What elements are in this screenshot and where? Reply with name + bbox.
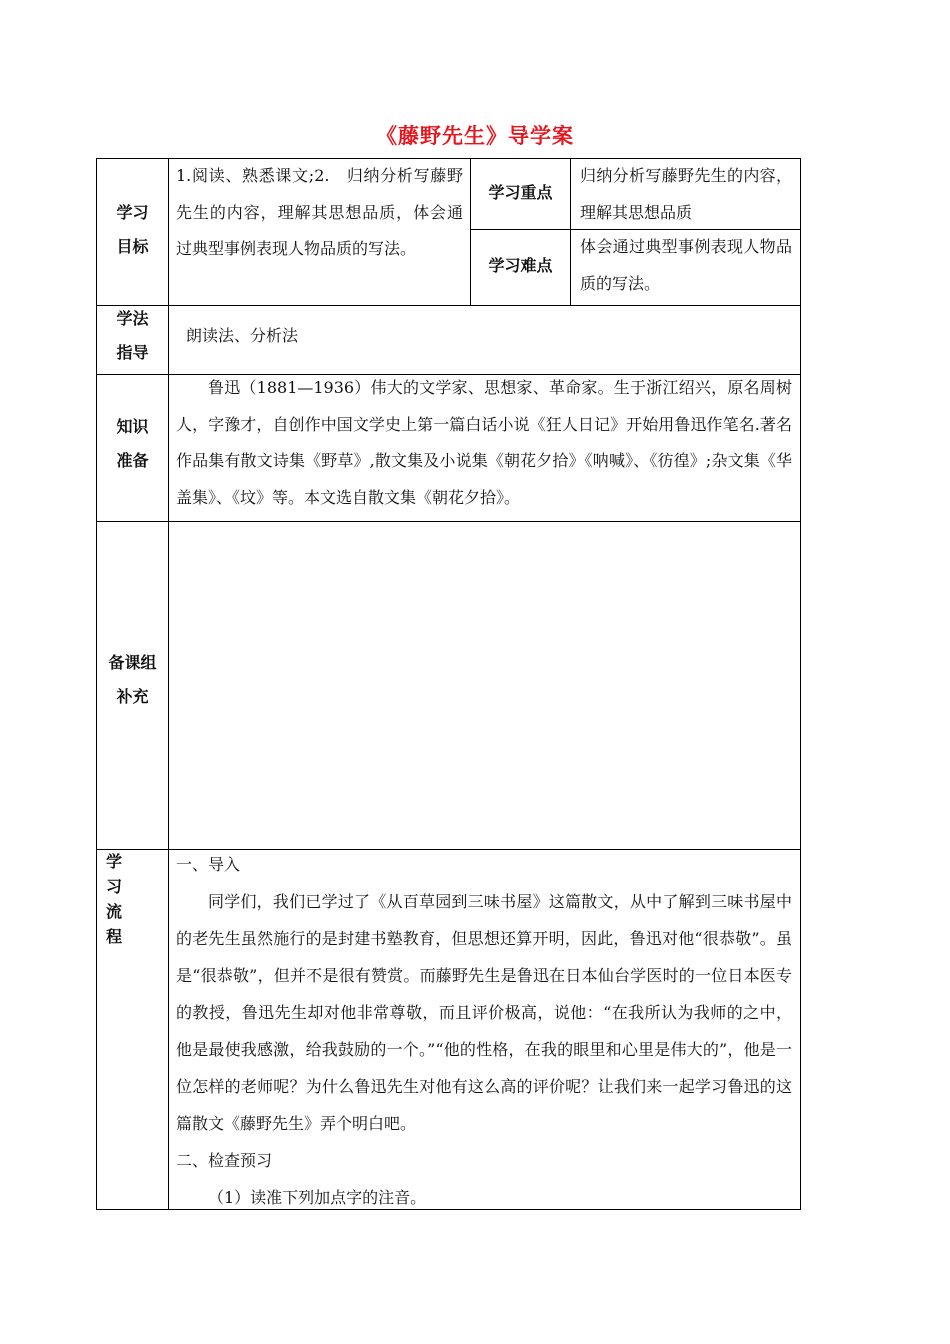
process-label-char: 流 bbox=[105, 902, 122, 921]
method-label-line2: 指导 bbox=[116, 343, 149, 362]
table-border-right bbox=[800, 158, 801, 1210]
method-label-line1: 学法 bbox=[116, 309, 149, 328]
method-content: 朗读法、分析法 bbox=[186, 326, 299, 345]
page-title: 《藤野先生》导学案 bbox=[376, 124, 574, 148]
goals-label-line1: 学习 bbox=[116, 203, 149, 222]
section-heading-intro: 一、导入 bbox=[176, 855, 241, 874]
preview-item-1: （1）读准下列加点字的注音。 bbox=[208, 1188, 427, 1207]
goals-content: 1.阅读、熟悉课文;2. 归纳分析写藤野先生的内容，理解其思想品质，体会通过典型事例表现人物品质的写法。 bbox=[176, 166, 463, 258]
process-label-char: 程 bbox=[105, 927, 122, 946]
supplement-label-line1: 备课组 bbox=[108, 653, 157, 672]
knowledge-label bbox=[97, 410, 168, 478]
key-points-label: 学习重点 bbox=[488, 183, 553, 202]
method-label bbox=[97, 302, 168, 370]
difficulty-label: 学习难点 bbox=[488, 256, 553, 275]
intro-paragraph: 同学们，我们已学过了《从百草园到三味书屋》这篇散文，从中了解到三味书屋中的老先生虽然施行的是封建书塾教育，但思想还算开明，因此，鲁迅对他“很恭敬”。虽是“很恭敬”，但并不是很有赞赏。而藤野先生是鲁迅在日本仙台学医时的一位日本医专的教授，鲁迅先生却对他非常尊敬，而且评价极高，说他：“在我所认为我师的之中，他是最使我感激，给我鼓励的一个。”“他的性格，在我的眼里和心里是伟大的”，他是一位怎样的老师呢？为什么鲁迅先生对他有这么高的评价呢？让我们来一起学习鲁迅的这篇散文《藤野先生》弄个明白吧。 bbox=[176, 892, 792, 1133]
label-column-divider bbox=[168, 158, 169, 1210]
goals-label bbox=[97, 196, 168, 264]
supplement-label-line2: 补充 bbox=[116, 687, 149, 706]
goals-subcol-divider-2 bbox=[570, 158, 571, 306]
process-label bbox=[97, 849, 131, 949]
row-divider-knowledge bbox=[96, 521, 801, 522]
supplement-label bbox=[97, 646, 168, 714]
process-content bbox=[176, 846, 792, 1216]
row-divider-goals bbox=[96, 305, 801, 306]
process-label-char: 习 bbox=[105, 877, 122, 896]
process-label-char: 学 bbox=[105, 852, 122, 871]
key-points-content: 归纳分析写藤野先生的内容，理解其思想品质 bbox=[580, 166, 792, 222]
knowledge-content: 鲁迅（1881—1936）伟大的文学家、思想家、革命家。生于浙江绍兴，原名周树人，字豫才，自创作中国文学史上第一篇白话小说《狂人日记》开始用鲁迅作笔名.著名作品集有散文诗集《野草》,散文集及小说集《朝花夕拾》《呐喊》、《彷徨》;杂文集《华盖集》、《坟》等。本文选自散文集《朝花夕拾》。 bbox=[176, 378, 792, 507]
goals-label-line2: 目标 bbox=[116, 237, 149, 256]
knowledge-label-line1: 知识 bbox=[116, 417, 149, 436]
section-heading-preview: 二、检查预习 bbox=[176, 1151, 273, 1170]
knowledge-label-line2: 准备 bbox=[116, 451, 149, 470]
difficulty-content: 体会通过典型事例表现人物品质的写法。 bbox=[580, 237, 792, 293]
